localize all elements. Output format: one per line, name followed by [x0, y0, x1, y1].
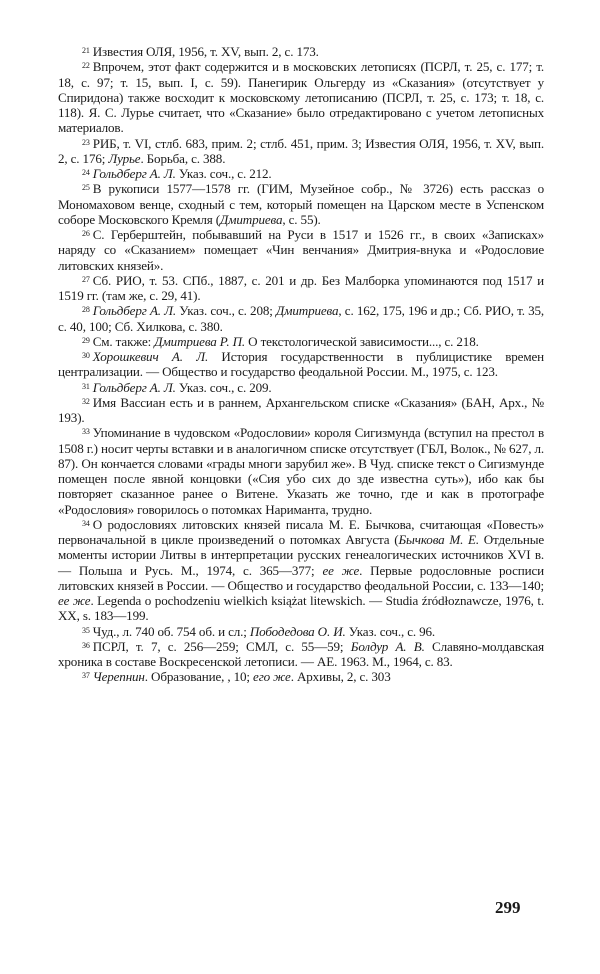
footnote-number: 37 — [82, 671, 90, 681]
footnote-number: 35 — [82, 625, 90, 635]
footnote-text: Имя Вассиан есть и в раннем, Архангельском списке «Сказания» (БАН, Арх., № 193). — [58, 394, 544, 425]
footnote-text: Черепнин. Образование, , 10; его же. Архивы, 2, с. 303 — [92, 669, 391, 685]
footnote-text: Сб. РИО, т. 53. СПб., 1887, с. 201 и др. Без Малборка упоминаются под 1517 и 1519 гг. (там же, с. 29, 41). — [58, 272, 544, 303]
footnote-number: 28 — [82, 305, 90, 315]
footnote-25 — [58, 181, 544, 227]
footnote-23 — [58, 136, 544, 167]
page-number: 299 — [495, 898, 521, 917]
footnote-number: 34 — [82, 518, 90, 528]
footnote-text: См. также: Дмитриева Р. П. О текстологической зависимости..., с. 218. — [92, 333, 479, 349]
footnote-text: Гольдберг А. Л. Указ. соч., с. 212. — [92, 166, 272, 181]
footnote-text: Гольдберг А. Л. Указ. соч., с. 209. — [92, 379, 272, 395]
footnotes — [58, 44, 544, 685]
footnote-number: 29 — [82, 335, 90, 345]
footnote-32 — [58, 395, 544, 426]
footnote-text: О родословиях литовских князей писала М. Е. Бычкова, считающая «Повесть» первоначальной в цикле произведений о потомках Августа (Бычкова М. Е. Отдельные моменты истории Литвы в интерпретации русских генеалогических источников XVI в. — Польша и Русь. М., 1974, с. 365—377; ее же. Первые родословные росписи литовских князей в России. — Общество и государство феодальной России, с. 133—140; ее же. Legenda o pochodzeniu wielkich książat litewskich. — Studia źródłoznawcze, 1976, t. XX, s. 183—199. — [58, 516, 545, 624]
footnote-number: 24 — [82, 168, 90, 177]
footnote-text: С. Герберштейн, побывавший на Руси в 1517 и 1526 гг., в своих «Записках» наряду со «Сказанием» помещает «Чин венчания» Дмитрия-внука и «Родословие литовских князей». — [58, 227, 544, 273]
footnote-21 — [58, 44, 544, 59]
footnote-31 — [58, 380, 544, 395]
footnote-33 — [58, 425, 544, 517]
footnote-24 — [58, 166, 544, 181]
footnote-29 — [58, 334, 544, 349]
footnote-text: Известия ОЛЯ, 1956, т. XV, вып. 2, с. 173. — [92, 44, 319, 59]
footnote-number: 21 — [82, 46, 90, 55]
footnote-text: ПСРЛ, т. 7, с. 256—259; СМЛ, с. 55—59; Болдур А. В. Славяно-молдавская хроника в составе Воскресенской летописи. — АЕ. 1963. М., 1964, с. 83. — [58, 638, 544, 669]
footnote-number: 30 — [82, 351, 90, 360]
footnote-27 — [58, 273, 544, 304]
footnote-30 — [58, 349, 544, 380]
footnote-number: 26 — [82, 229, 90, 238]
footnote-28 — [58, 303, 544, 334]
footnote-34 — [58, 517, 544, 624]
footnote-26 — [58, 227, 544, 273]
footnote-text: В рукописи 1577—1578 гг. (ГИМ, Музейное собр., № 3726) есть рассказ о Мономаховом венце, сходный с тем, который помещен на Царском месте в Успенском соборе Московского Кремля (Дмитриева, с. 55). — [58, 181, 544, 227]
footnote-text: Упоминание в чудовском «Родословии» короля Сигизмунда (вступил на престол в 1508 г.) носит черты вставки и в аналогичном списке отсутствует (ГБЛ, Волок., № 627, л. 87). Он кончается словами «грады многи зарубил же». В Чуд. списке текст о Сигизмунде помещен после явной концовки («Сия убо сих до зде известна суть»), ибо как бы повторяет сказанное ранее о Витене. Указать же точно, где и как в протографе «Родословия» говорилось о потомках Нариманта, трудно. — [58, 425, 544, 517]
footnote-number: 32 — [82, 396, 90, 406]
footnote-number: 27 — [82, 274, 90, 284]
footnote-number: 22 — [82, 61, 90, 71]
footnote-text: Гольдберг А. Л. Указ. соч., с. 208; Дмитриева, с. 162, 175, 196 и др.; Сб. РИО, т. 35, с. 40, 100; Сб. Хилкова, с. 380. — [58, 303, 544, 334]
footnote-text: Чуд., л. 740 об. 754 об. и сл.; Пободедова О. И. Указ. соч., с. 96. — [92, 623, 436, 639]
footnote-number: 25 — [82, 183, 90, 193]
footnote-22 — [58, 59, 544, 135]
footnote-35 — [58, 624, 544, 639]
footnote-text: РИБ, т. VI, стлб. 683, прим. 2; стлб. 451, прим. 3; Известия ОЛЯ, 1956, т. XV, вып. 2, с. 176; Лурье. Борьба, с. 388. — [58, 135, 544, 166]
footnote-36 — [58, 639, 544, 670]
footnote-text: Впрочем, этот факт содержится и в московских летописях (ПСРЛ, т. 25, с. 177; т. 18, с. 97; т. 15, вып. I, с. 59). Панегирик Ольгерду из «Сказания» (отсутствует у Спиридона) также восходит к московскому летописанию (ПСРЛ, т. 25, с. 173; т. 18, с. 118). Я. С. Лурье считает, что «Сказание» было отредактировано с учетом летописных материалов. — [58, 59, 544, 136]
footnote-number: 23 — [82, 137, 90, 147]
footnote-37 — [58, 669, 544, 684]
footnote-text: Хорошкевич А. Л. История государственности в публицистике времен централизации. — Общество и государство феодальной России. М., 1975, с. 123. — [58, 349, 544, 380]
footnote-number: 33 — [82, 427, 90, 437]
footnote-number: 31 — [82, 381, 90, 391]
footnote-number: 36 — [82, 640, 90, 650]
